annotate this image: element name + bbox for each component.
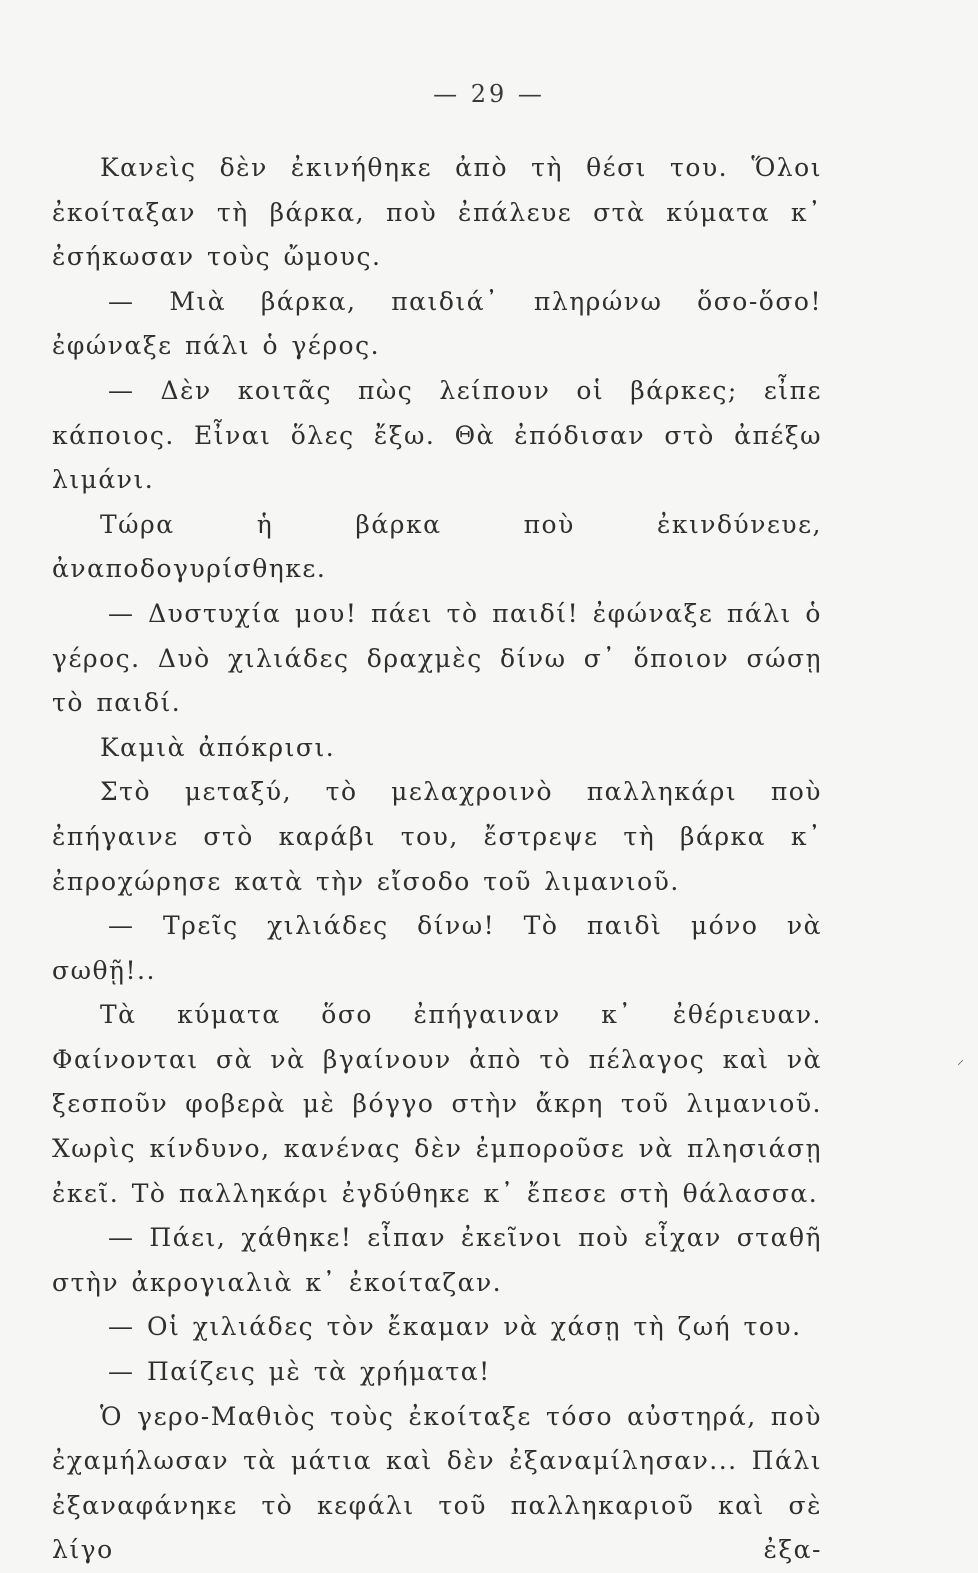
page-number: — 29 —: [433, 80, 545, 108]
paragraph: — Δυστυχία μου! πάει τὸ παιδί! ἐφώναξε πάλι ὁ γέρος. Δυὸ χιλιάδες δραχμὲς δίνω σ᾽ ὅποιον σώσῃ τὸ παιδί.: [52, 598, 822, 718]
paragraph: Στὸ μεταξύ, τὸ μελαχροινὸ παλληκάρι ποὺ ἐπήγαινε στὸ καράβι του, ἔστρεψε τὴ βάρκα κ᾽ ἐπροχώρησε κατὰ τὴν εἴσοδο τοῦ λιμανιοῦ.: [52, 777, 822, 896]
paragraph: — Μιὰ βάρκα, παιδιά᾽ πληρώνω ὅσο-ὅσο! ἐφώναξε πάλι ὁ γέρος.: [52, 286, 822, 361]
paragraph: Κανεὶς δὲν ἐκινήθηκε ἀπὸ τὴ θέσι του. Ὅλοι ἐκοίταξαν τὴ βάρκα, ποὺ ἐπάλευε στὰ κύματα κ᾽ ἐσήκωσαν τοὺς ὤμους.: [52, 153, 822, 272]
paragraph: — Δὲν κοιτᾶς πὼς λείπουν οἱ βάρκες; εἶπε κάποιος. Εἶναι ὅλες ἔξω. Θὰ ἐπόδισαν στὸ ἀπέξω λιμάνι.: [52, 375, 822, 495]
page-text: [52, 146, 822, 1573]
paragraph: Καμιὰ ἀπόκρισι.: [100, 732, 336, 762]
paragraph: Τώρα ἡ βάρκα ποὺ ἐκινδύνευε, ἀναποδογυρίσθηκε.: [52, 509, 822, 584]
paragraph: — Τρεῖς χιλιάδες δίνω! Τὸ παιδὶ μόνο νὰ σωθῇ!..: [52, 911, 822, 985]
paragraph: — Πάει, χάθηκε! εἶπαν ἐκεῖνοι ποὺ εἶχαν σταθῆ στὴν ἀκρογιαλιὰ κ᾽ ἐκοίταζαν.: [52, 1223, 822, 1297]
paragraph: Ὁ γερο-Μαθιὸς τοὺς ἐκοίταξε τόσο αὐστηρά, ποὺ ἐχαμήλωσαν τὰ μάτια καὶ δὲν ἐξαναμίλησαν... Πάλι ἐξαναφάνηκε τὸ κεφάλι τοῦ παλληκαριοῦ καὶ σὲ λίγο ἐξα-: [52, 1401, 822, 1565]
margin-mark: ⸝: [957, 1052, 964, 1068]
paragraph: — Οἱ χιλιάδες τὸν ἔκαμαν νὰ χάσῃ τὴ ζωή του.: [108, 1312, 802, 1342]
paragraph: Τὰ κύματα ὅσο ἐπήγαιναν κ᾽ ἐθέριευαν. Φαίνονται σὰ νὰ βγαίνουν ἀπὸ τὸ πέλαγος καὶ νὰ ξεσποῦν φοβερὰ μὲ βόγγο στὴν ἄκρη τοῦ λιμανιοῦ. Χωρὶς κίνδυνο, κανένας δὲν ἐμποροῦσε νὰ πλησιάσῃ ἐκεῖ. Τὸ παλληκάρι ἐγδύθηκε κ᾽ ἔπεσε στὴ θάλασσα.: [52, 1000, 822, 1208]
paragraph: — Παίζεις μὲ τὰ χρήματα!: [108, 1357, 491, 1387]
